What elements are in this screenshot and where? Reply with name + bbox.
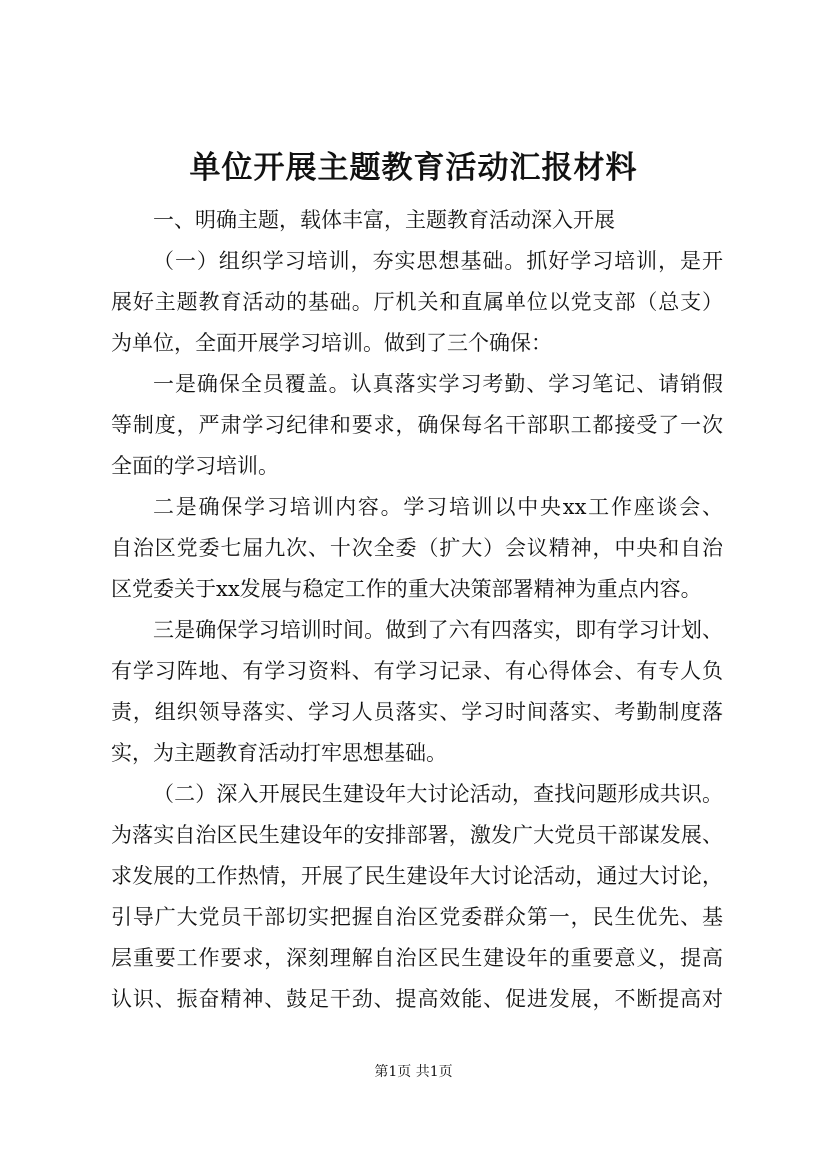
text-line: 三是确保学习培训时间。做到了六有四落实，即有学习计划、 bbox=[153, 618, 723, 642]
document-title: 单位开展主题教育活动汇报材料 bbox=[189, 150, 638, 186]
text-line: 认识、振奋精神、鼓足干劲、提高效能、促进发展，不断提高对 bbox=[111, 987, 723, 1011]
text-line: 展好主题教育活动的基础。厅机关和直属单位以党支部（总支） bbox=[111, 290, 723, 314]
text-line: 等制度，严肃学习纪律和要求，确保每名干部职工都接受了一次 bbox=[111, 413, 723, 437]
text-line: 自治区党委七届九次、十次全委（扩大）会议精神，中央和自治 bbox=[111, 536, 723, 560]
text-line: 一是确保全员覆盖。认真落实学习考勤、学习笔记、请销假 bbox=[153, 372, 723, 396]
text-line: 求发展的工作热情，开展了民生建设年大讨论活动，通过大讨论， bbox=[111, 864, 723, 888]
text-line: （一）组织学习培训，夯实思想基础。抓好学习培训，是开 bbox=[153, 249, 723, 273]
text-line: 区党委关于xx发展与稳定工作的重大决策部署精神为重点内容。 bbox=[111, 577, 702, 601]
text-line: 二是确保学习培训内容。学习培训以中央xx工作座谈会、 bbox=[153, 495, 723, 519]
text-line: 实，为主题教育活动打牢思想基础。 bbox=[111, 741, 447, 765]
text-line: （二）深入开展民生建设年大讨论活动，查找问题形成共识。 bbox=[153, 782, 723, 806]
text-line: 为单位，全面开展学习培训。做到了三个确保： bbox=[111, 331, 552, 355]
text-line: 全面的学习培训。 bbox=[111, 454, 279, 478]
text-line: 为落实自治区民生建设年的安排部署，激发广大党员干部谋发展、 bbox=[111, 823, 723, 847]
text-line: 责，组织领导落实、学习人员落实、学习时间落实、考勤制度落 bbox=[111, 700, 723, 724]
document-body bbox=[111, 200, 723, 1020]
text-line: 引导广大党员干部切实把握自治区党委群众第一，民生优先、基 bbox=[111, 905, 723, 929]
text-line: 有学习阵地、有学习资料、有学习记录、有心得体会、有专人负 bbox=[111, 659, 723, 683]
text-line: 一、明确主题，载体丰富，主题教育活动深入开展 bbox=[153, 208, 615, 232]
page-footer: 第1页 共1页 bbox=[374, 1064, 453, 1080]
text-line: 层重要工作要求，深刻理解自治区民生建设年的重要意义，提高 bbox=[111, 946, 723, 970]
